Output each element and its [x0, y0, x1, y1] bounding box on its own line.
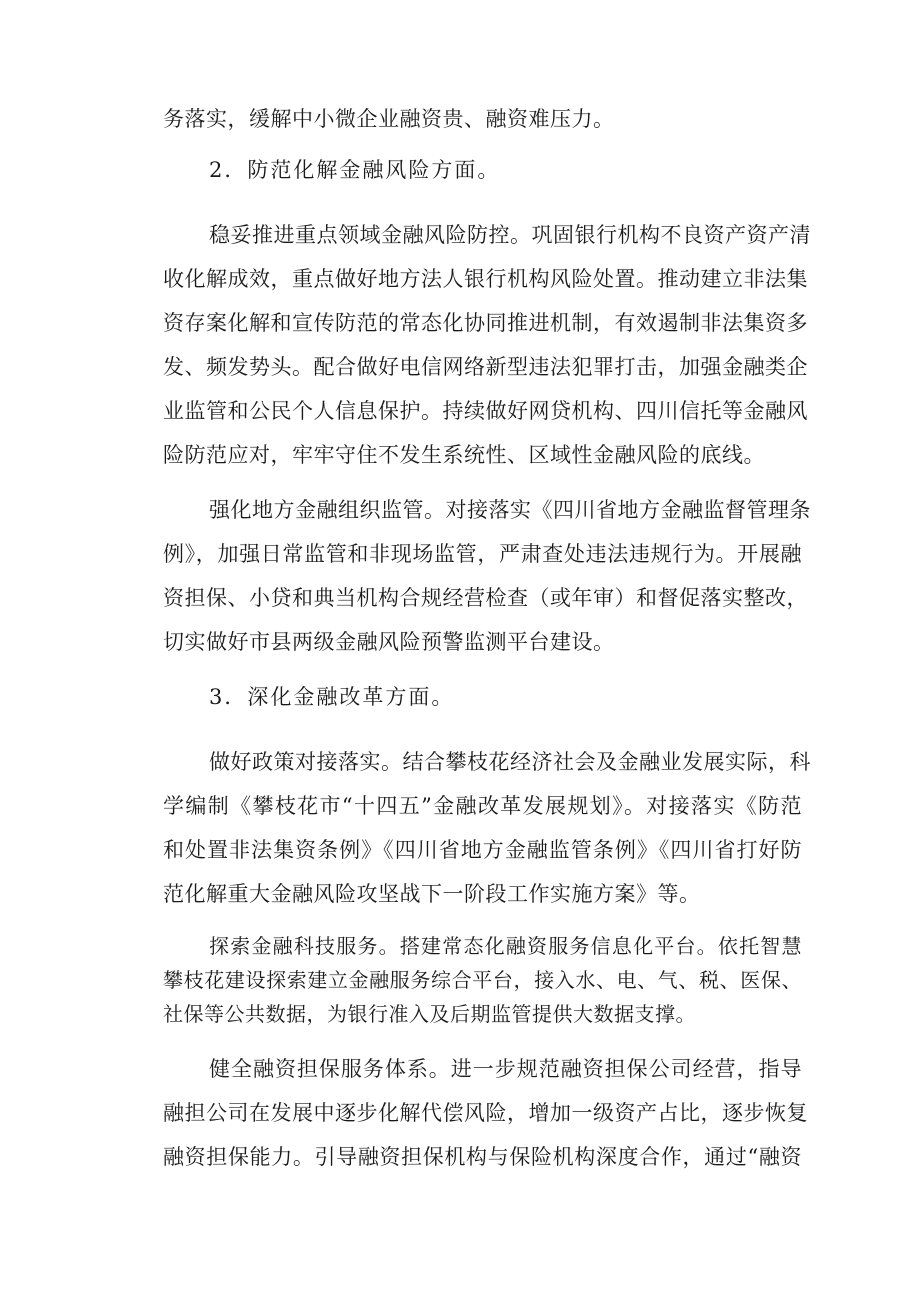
paragraph-line: 融担公司在发展中逐步化解代偿风险，增加一级资产占比，逐步恢复 — [163, 1101, 808, 1125]
section-heading: 3．深化金融改革方面。 — [209, 685, 455, 709]
paragraph-line: 强化地方金融组织监管。对接落实《四川省地方金融监督管理条 — [209, 498, 811, 522]
paragraph-line: 和处置非法集资条例》《四川省地方金融监管条例》《四川省打好防 — [163, 838, 802, 862]
paragraph-line: 业监管和公民个人信息保护。持续做好网贷机构、四川信托等金融风 — [163, 399, 808, 423]
paragraph-line: 探索金融科技服务。搭建常态化融资服务信息化平台。依托智慧 — [209, 934, 802, 958]
paragraph-line: 融资担保能力。引导融资担保机构与保险机构深度合作，通过“融资 — [163, 1145, 802, 1169]
paragraph-line: 社保等公共数据，为银行准入及后期监管提供大数据支撑。 — [163, 1002, 696, 1026]
paragraph-line: 健全融资担保服务体系。进一步规范融资担保公司经营，指导 — [209, 1057, 802, 1081]
paragraph-line: 例》，加强日常监管和非现场监管，严肃查处违法违规行为。开展融 — [163, 542, 802, 566]
paragraph-line: 收化解成效，重点做好地方法人银行机构风险处置。推动建立非法集 — [163, 267, 808, 291]
paragraph-line: 资担保、小贷和典当机构合规经营检查（或年审）和督促落实整改， — [163, 586, 808, 610]
paragraph-line: 稳妥推进重点领域金融风险防控。巩固银行机构不良资产资产清 — [209, 223, 811, 247]
paragraph-line: 攀枝花建设探索建立金融服务综合平台，接入水、电、气、税、医保、 — [163, 968, 802, 992]
paragraph-line: 做好政策对接落实。结合攀枝花经济社会及金融业发展实际，科 — [209, 750, 811, 774]
paragraph-line: 务落实，缓解中小微企业融资贵、融资难压力。 — [163, 107, 615, 131]
paragraph-line: 发、频发势头。配合做好电信网络新型违法犯罪打击，加强金融类企 — [163, 355, 808, 379]
paragraph-line: 险防范应对，牢牢守住不发生系统性、区域性金融风险的底线。 — [163, 443, 765, 467]
paragraph-line: 资存案化解和宣传防范的常态化协同推进机制，有效遏制非法集资多 — [163, 311, 808, 335]
paragraph-line: 切实做好市县两级金融风险预警监测平台建设。 — [163, 630, 615, 654]
section-heading: 2．防范化解金融风险方面。 — [209, 158, 501, 182]
paragraph-line: 学编制《攀枝花市“十四五”金融改革发展规划》。对接落实《防范 — [163, 794, 802, 818]
paragraph-line: 范化解重大金融风险攻坚战下一阶段工作实施方案》等。 — [163, 882, 701, 906]
